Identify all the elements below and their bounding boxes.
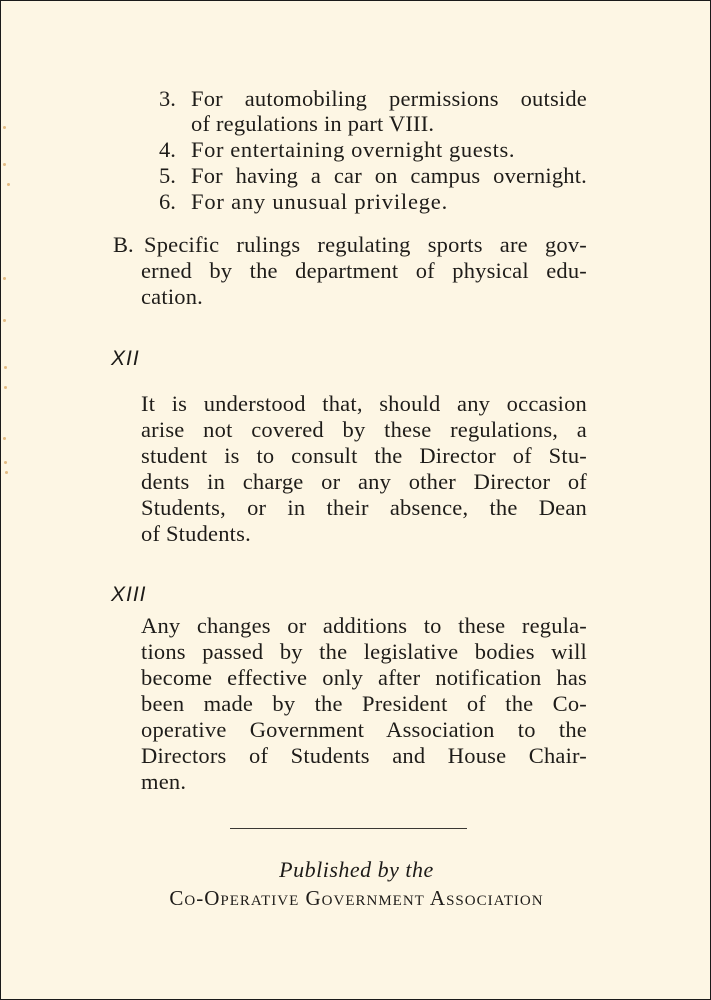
section-line: Any changes or additions to these regula-: [141, 613, 587, 638]
foxing-spot: [3, 277, 6, 280]
list-item-text: For any unusual privilege.: [191, 189, 449, 214]
list-item-text: For having a car on campus overnight.: [191, 163, 587, 188]
foxing-spot: [3, 126, 6, 129]
paragraph-line: erned by the department of physical edu-: [141, 258, 587, 283]
paragraph-line: Specific rulings regulating sports are gov-: [144, 232, 587, 257]
section-heading: XII: [111, 347, 140, 370]
section-line: Students, or in their absence, the Dean: [141, 495, 587, 520]
foxing-spot: [4, 461, 7, 464]
publisher-organization: Co-Operative Government Association: [169, 886, 544, 910]
section-line: tions passed by the legislative bodies will: [141, 639, 587, 664]
section-line: of Students.: [141, 521, 251, 546]
paragraph-label: B.: [113, 232, 134, 257]
foxing-spot: [3, 319, 6, 322]
list-item-number: 3.: [159, 86, 176, 111]
divider-rule: [230, 828, 467, 829]
foxing-spot: [5, 471, 8, 474]
list-item-number: 5.: [159, 163, 176, 188]
paragraph-line: cation.: [141, 284, 204, 309]
foxing-spot: [3, 437, 6, 440]
section-line: Directors of Students and House Chair-: [141, 743, 587, 768]
section-line: operative Government Association to the: [141, 717, 587, 742]
section-line: been made by the President of the Co-: [141, 691, 587, 716]
section-line: dents in charge or any other Director of: [141, 469, 587, 494]
foxing-spot: [7, 183, 10, 186]
published-by-text: Published by the: [279, 857, 434, 882]
section-line: arise not covered by these regulations, a: [141, 417, 587, 442]
foxing-spot: [3, 163, 6, 166]
list-item-text: For automobiling permissions outside: [191, 86, 587, 111]
section-line: become effective only after notification has: [141, 665, 587, 690]
list-item-text: For entertaining overnight guests.: [191, 137, 516, 162]
foxing-spot: [4, 386, 7, 389]
foxing-spot: [4, 366, 7, 369]
section-line: student is to consult the Director of Stu-: [141, 443, 587, 468]
section-heading: XIII: [111, 583, 147, 606]
section-line: It is understood that, should any occasion: [141, 391, 587, 416]
list-item-number: 6.: [159, 189, 176, 214]
list-item-number: 4.: [159, 137, 176, 162]
list-item-text: of regulations in part VIII.: [191, 111, 435, 136]
section-line: men.: [141, 769, 187, 794]
